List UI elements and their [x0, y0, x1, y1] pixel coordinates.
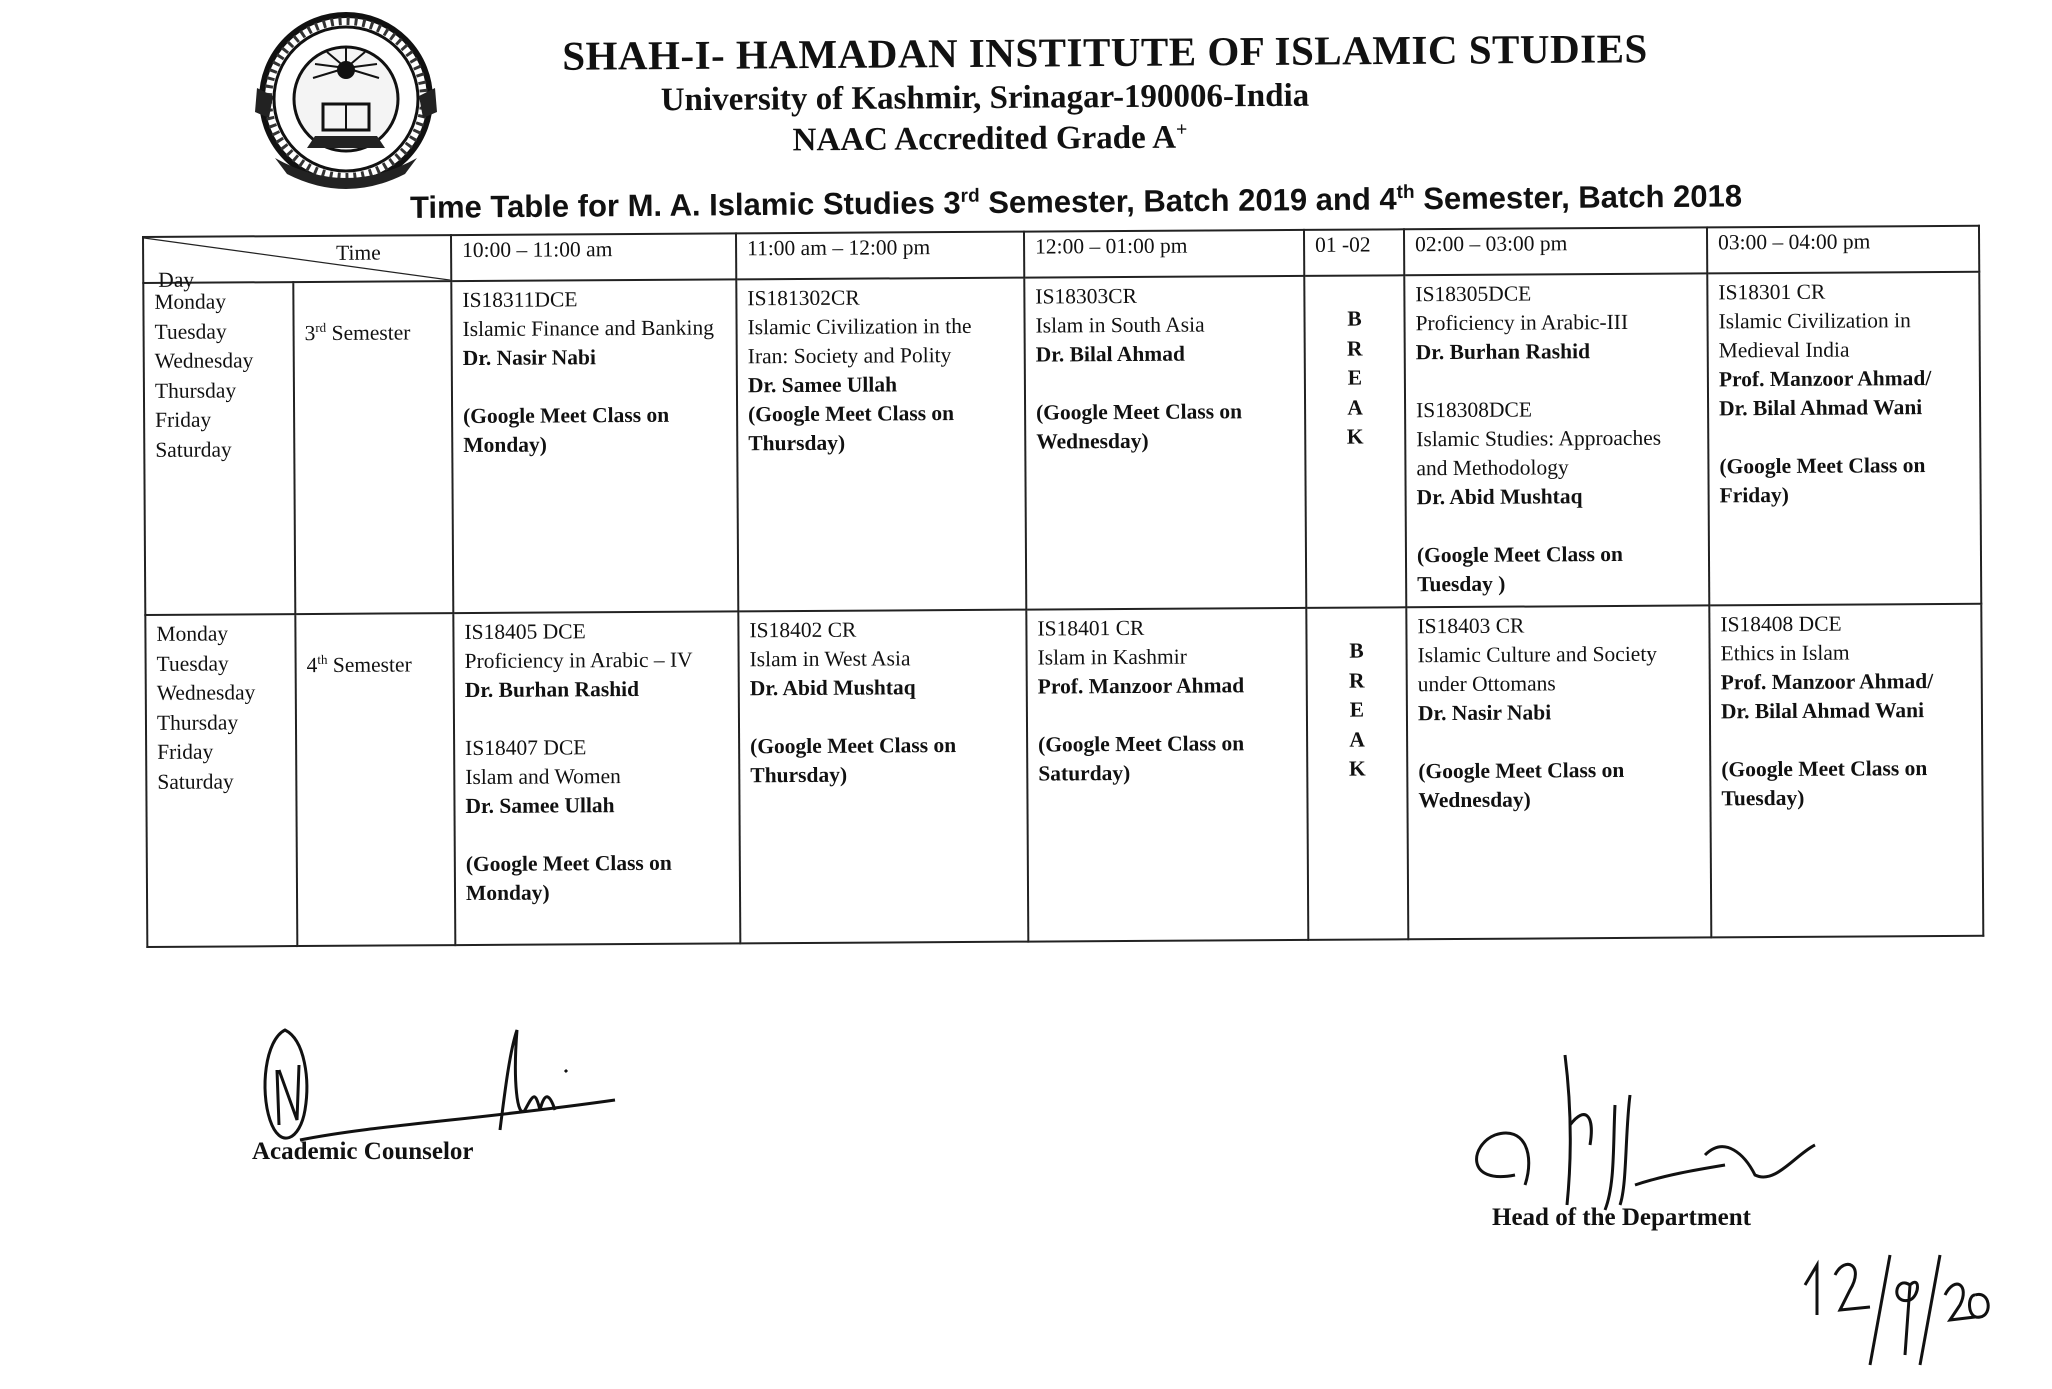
slot-header-2: 11:00 am – 12:00 pm: [736, 232, 1024, 280]
slot-header-3: 12:00 – 01:00 pm: [1024, 230, 1304, 278]
meet-note: (Google Meet Class on: [1036, 399, 1243, 425]
title-part3: Semester, Batch 2018: [1414, 178, 1743, 217]
meet-day: Saturday): [1038, 760, 1131, 786]
meet-note: (Google Meet Class on: [1721, 756, 1928, 782]
course-code: IS18305DCE: [1415, 281, 1532, 307]
break-letter: B: [1349, 638, 1364, 663]
title-sup2: th: [1396, 181, 1415, 204]
university-address: University of Kashmir, Srinagar-190006-India: [660, 77, 1310, 119]
break-letter: K: [1346, 424, 1364, 449]
meet-note: (Google Meet Class on: [1038, 731, 1245, 757]
day-item: Thursday: [154, 377, 237, 403]
course-teacher: Dr. Bilal Ahmad: [1035, 341, 1185, 367]
course-code: IS18407 DCE: [465, 735, 587, 761]
day-item: Thursday: [156, 709, 239, 735]
meet-day: Wednesday): [1418, 787, 1531, 813]
course-teacher: Dr. Abid Mushtaq: [749, 675, 916, 701]
course-title: Islamic Finance and Banking: [462, 315, 715, 342]
course-code: IS18403 CR: [1417, 613, 1525, 639]
course-teacher: Dr. Bilal Ahmad Wani: [1720, 698, 1925, 724]
course-title: under Ottomans: [1417, 671, 1556, 697]
day-item: Friday: [155, 407, 212, 432]
meet-note: (Google Meet Class on: [1416, 541, 1624, 568]
days-cell: [145, 614, 297, 947]
grade-text: NAAC Accredited Grade A: [792, 119, 1177, 159]
course-cell: [736, 278, 1026, 612]
meet-note: (Google Meet Class on: [1719, 453, 1926, 479]
meet-day: Monday): [463, 432, 547, 458]
meet-note: (Google Meet Class on: [750, 733, 957, 759]
course-title: Islam in West Asia: [749, 646, 911, 672]
break-letter: E: [1347, 365, 1363, 390]
course-teacher: Dr. Burhan Rashid: [464, 676, 640, 703]
course-cell: [1024, 276, 1306, 610]
semester-3-row: [143, 272, 1981, 615]
course-cell: [1406, 605, 1711, 939]
course-teacher: Prof. Manzoor Ahmad/: [1718, 366, 1932, 392]
timetable-table: [142, 225, 1984, 948]
course-cell: [1709, 604, 1983, 938]
course-teacher: Dr. Samee Ullah: [465, 793, 615, 819]
course-title: Islamic Civilization in the: [747, 313, 972, 340]
course-code: IS18401 CR: [1037, 615, 1145, 641]
course-title: Proficiency in Arabic-III: [1415, 309, 1629, 336]
slot-header-1: 10:00 – 11:00 am: [451, 233, 736, 281]
day-item: Monday: [156, 621, 229, 646]
grade-superscript: +: [1175, 118, 1188, 141]
accreditation-grade: [545, 117, 1435, 161]
course-code: IS18308DCE: [1416, 397, 1533, 423]
course-code: IS18405 DCE: [464, 619, 586, 645]
day-item: Friday: [157, 739, 214, 764]
course-cell: [1026, 608, 1308, 942]
semester-word: Semester: [326, 320, 411, 346]
day-item: Monday: [154, 289, 227, 314]
course-teacher: Dr. Burhan Rashid: [1415, 339, 1591, 365]
day-item: Tuesday: [154, 318, 227, 344]
meet-day: Tuesday ): [1417, 571, 1506, 597]
break-letter: A: [1349, 727, 1365, 752]
course-title: Ethics in Islam: [1720, 640, 1850, 666]
break-letter: R: [1346, 336, 1363, 361]
slot-header-5: 02:00 – 03:00 pm: [1404, 227, 1707, 275]
head-of-department-label: Head of the Department: [1492, 1204, 1751, 1231]
course-cell: [451, 279, 738, 613]
day-item: Saturday: [155, 436, 232, 462]
day-item: Saturday: [157, 768, 234, 794]
course-code: IS18301 CR: [1718, 279, 1826, 305]
title-part1: Time Table for M. A. Islamic Studies 3: [409, 185, 961, 225]
course-cell: [738, 610, 1028, 944]
course-code: IS181302CR: [747, 285, 860, 311]
course-title: Islamic Civilization in: [1718, 308, 1911, 334]
course-teacher: Dr. Samee Ullah: [747, 372, 898, 398]
meet-day: Thursday): [750, 762, 848, 788]
semester-suffix: th: [317, 651, 328, 667]
semester-suffix: rd: [315, 319, 327, 335]
break-letter: A: [1347, 395, 1363, 420]
slot-header-6: 03:00 – 04:00 pm: [1707, 226, 1979, 274]
institute-seal-logo: [255, 8, 437, 190]
timetable-title: [410, 178, 1750, 226]
break-letter: B: [1347, 306, 1362, 331]
title-sup1: rd: [960, 185, 980, 207]
semester-label: [293, 281, 453, 614]
course-title: Islamic Culture and Society: [1417, 641, 1658, 668]
course-title: Medieval India: [1718, 337, 1850, 363]
course-cell: [1707, 272, 1981, 606]
course-teacher: Dr. Bilal Ahmad Wani: [1719, 395, 1923, 421]
course-code: IS18402 CR: [749, 617, 857, 643]
break-cell: [1306, 607, 1408, 940]
course-code: IS18408 DCE: [1720, 611, 1842, 637]
timetable-table-wrap: [142, 225, 1982, 948]
corner-day-label: Day: [158, 267, 195, 292]
course-teacher: Dr. Nasir Nabi: [462, 345, 597, 371]
course-teacher: Prof. Manzoor Ahmad/: [1720, 669, 1934, 695]
course-teacher: Dr. Abid Mushtaq: [1416, 484, 1583, 510]
course-code: IS18311DCE: [462, 287, 578, 313]
meet-note: (Google Meet Class on: [1418, 757, 1625, 784]
course-cell: [1404, 273, 1709, 607]
course-teacher: Dr. Nasir Nabi: [1417, 700, 1552, 726]
semester-number: 4: [306, 653, 318, 678]
corner-time-label: Time: [336, 240, 381, 265]
slot-header-4: 01 -02: [1304, 229, 1404, 276]
break-letter: R: [1348, 668, 1365, 693]
day-item: Tuesday: [156, 650, 229, 676]
course-code: IS18303CR: [1035, 283, 1138, 309]
course-cell: [453, 611, 740, 945]
course-title: Proficiency in Arabic – IV: [464, 647, 693, 674]
day-item: Wednesday: [154, 348, 254, 373]
course-teacher: Prof. Manzoor Ahmad: [1037, 673, 1245, 699]
day-item: Wednesday: [156, 680, 256, 705]
handwritten-date: [1795, 1235, 1995, 1375]
institute-name: SHAH-I- HAMADAN INSTITUTE OF ISLAMIC STUDIES: [562, 25, 1648, 79]
semester-4-row: [145, 604, 1983, 947]
course-title: Islam in Kashmir: [1037, 644, 1187, 670]
break-letter: E: [1349, 697, 1365, 722]
semester-label: [295, 613, 455, 946]
meet-day: Tuesday): [1721, 785, 1805, 811]
academic-counselor-label: Academic Counselor: [252, 1138, 474, 1165]
corner-cell: [143, 235, 451, 292]
meet-day: Wednesday): [1036, 428, 1149, 454]
semester-number: 3: [304, 321, 316, 346]
title-part2: Semester, Batch 2019 and 4: [979, 181, 1397, 221]
semester-word: Semester: [327, 652, 412, 678]
meet-note: (Google Meet Class on: [463, 402, 670, 429]
course-title: Iran: Society and Polity: [747, 343, 952, 369]
break-letter: K: [1348, 756, 1366, 781]
break-cell: [1304, 275, 1406, 608]
meet-day: Friday): [1719, 482, 1789, 508]
meet-note: (Google Meet Class on: [748, 401, 955, 427]
days-cell: [143, 282, 295, 615]
course-title: Islamic Studies: Approaches: [1416, 425, 1662, 452]
course-title: Islam and Women: [465, 764, 621, 790]
course-title: and Methodology: [1416, 455, 1569, 481]
meet-day: Thursday): [748, 430, 846, 456]
meet-day: Monday): [465, 880, 550, 906]
course-title: Islam in South Asia: [1035, 312, 1205, 338]
meet-note: (Google Meet Class on: [465, 850, 672, 877]
